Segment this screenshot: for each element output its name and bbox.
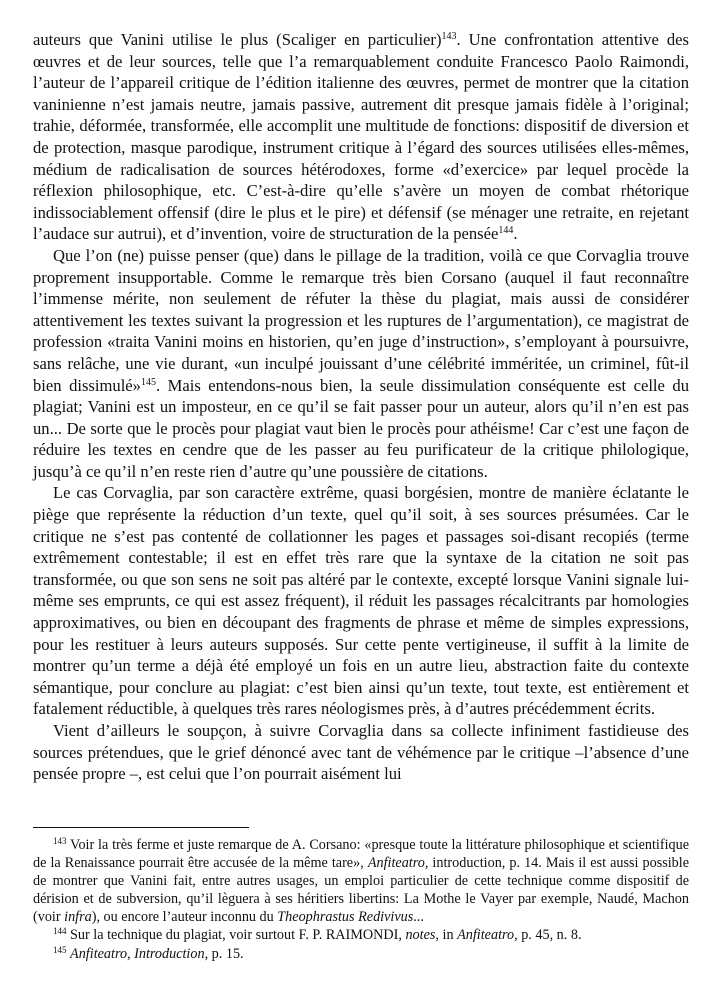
footnote-143 [33,836,689,926]
body-text [33,29,689,785]
footnote-number: 145 [53,944,67,955]
footnote-text: , in [435,927,458,944]
footnotes [33,836,689,963]
footnote-text: , introduction, p. 14. Mais il est aussi possible de montrer que Vanini fait, entre autres usages, un emploi particulier de cette technique comme dispositif de dérision et de subversion, qu’il lèguera à ses héritiers libertins: La Mothe le Vayer par exemple, Naudé, Machon (voir [33,855,690,926]
footnote-italic: Theophrastus Redivivus [277,909,414,926]
paragraph-2 [33,245,689,483]
paragraph-3: Le cas Corvaglia, par son caractère extrême, quasi borgésien, montre de manière éclatante le piège que représente la réduction d’un texte, quel qu’il soit, à ses sources présumées. Car le critique ne s’est pas contenté de collationner les pages et passages soi-disant recopiés (terme extrêmement contestable; il est en effet très rare que la syntaxe de la citation ne soit pas transformée, ou que son sens ne soit pas altéré par le contexte, excepté lorsque Vanini signale lui-même ses emprunts, ce qui est assez fréquent), il réduit les passages récalcitrants par homologies approximatives, ou bien en découpant des fragments de phrase et même de simples expressions, pour les restituer à leurs auteurs supposés. Sur cette pente vertigineuse, il suffit à la limite de montrer qu’un terme a déjà été employé un fois en un autre lieu, abstraction faite du contexte sémantique, pour conclure au plagiat: c’est bien ainsi qu’un texte, tout texte, est entièrement et fatalement réductible, à quelques très rares néologismes près, à d’autres précédemment écrits. [33,483,689,719]
footnote-ref-143: 143 [441,31,457,42]
footnote-text: Voir la très ferme et juste remarque de A. Corsano: «presque toute la littérature philosophique et scientifique de la Renaissance pourrait être accusée de la même tare», [33,837,689,872]
paragraph-4: Vient d’ailleurs le soupçon, à suivre Corvaglia dans sa collecte infiniment fastidieuse des sources prétendues, que le grief dénoncé avec tant de véhémence par le critique –l’absence d’une pensée propre –, est celui que l’on pourrait aisément lui [33,721,689,784]
footnote-italic: notes [405,927,436,944]
footnote-text: , p. 45, n. 8. [514,927,582,944]
footnote-ref-144: 144 [498,225,514,237]
footnote-italic: Introduction [134,945,205,962]
footnote-text: , p. 15. [204,945,244,962]
footnote-text: , [127,945,135,962]
footnote-text: Sur la technique du plagiat, voir surtout F. P. RAIMONDI, [66,927,406,944]
footnote-text: ... [413,909,424,926]
footnote-separator [33,827,249,828]
paragraph-1-text-a: auteurs que Vanini utilise le plus (Scaliger en particulier) [33,30,442,49]
paragraph-2-text-b: . Mais entendons-nous bien, la seule dissimulation conséquente est celle du plagiat; Vanini est un imposteur, en ce qu’il se fait passer pour un auteur, alors qu’il n’en est pas un... De sorte que le procès pour plagiat vaut bien le procès pour athéisme! Car c’est une façon de réduire les textes en cendre que de les passer au feu purificateur de la critique philologique, jusqu’à ce qu’il n’en reste rien d’autre qu’une poussière de citations. [33,375,689,481]
footnote-number: 144 [53,926,67,937]
paragraph-2-text-a: Que l’on (ne) puisse penser (que) dans le pillage de la tradition, voilà ce que Corvaglia trouve proprement insupportable. Comme le remarque très bien Corsano (auquel il faut reconnaître l’immense mérite, non seulement de réfuter la thèse du plagiat, mais aussi de considérer attentivement les textes suivant la progression et les ruptures de l’argumentation), ce magistrat de profession «traita Vanini moins en historien, qu’en juge d’instruction», s’employant à poursuivre, sans relâche, une vie durant, «un inculpé jouissant d’une célébrité imméritée, un criminel, fût-il bien dissimulé» [33,245,689,395]
footnote-italic: Anfiteatro [457,927,515,944]
footnote-144 [33,926,689,944]
page [33,29,690,962]
footnote-text: ), ou encore l’auteur inconnu du [91,909,278,926]
paragraph-1-text-b: . Une confrontation attentive des œuvres et de leur sources, telle que l’a remarquablement conduite Francesco Paolo Raimondi, l’auteur de l’appareil critique de l’édition italienne des œuvres, permet de montrer que la citation vaninienne n’est jamais neutre, jamais passive, autrement dit presque jamais fidèle à l’original; trahie, déformée, transformée, elle accomplit une multitude de fonctions: dispositif de diversion et de protection, masque parodique, instrument critique à l’égard des sources utilisées elles-mêmes, médium de radicalisation de sources hétérodoxes, forme «d’exercice» par lequel procède la réflexion philosophique, etc. C’est-à-dire qu’elle s’avère un moyen de combat rhétorique indissociablement offensif (dire le plus et le pire) et défensif (se ménager une retraite, en rejetant l’audace sur autrui), et d’invention, voire de structuration de la pensée [33,30,689,244]
footnote-ref-145: 145 [140,376,156,388]
footnote-italic: infra [64,909,92,926]
paragraph-1-text-c: . [513,224,518,244]
footnote-145 [33,945,689,963]
footnote-italic: Anfiteatro [367,855,425,872]
paragraph-1 [33,29,689,245]
footnote-italic: Anfiteatro [70,945,128,962]
footnote-number: 143 [53,836,67,846]
